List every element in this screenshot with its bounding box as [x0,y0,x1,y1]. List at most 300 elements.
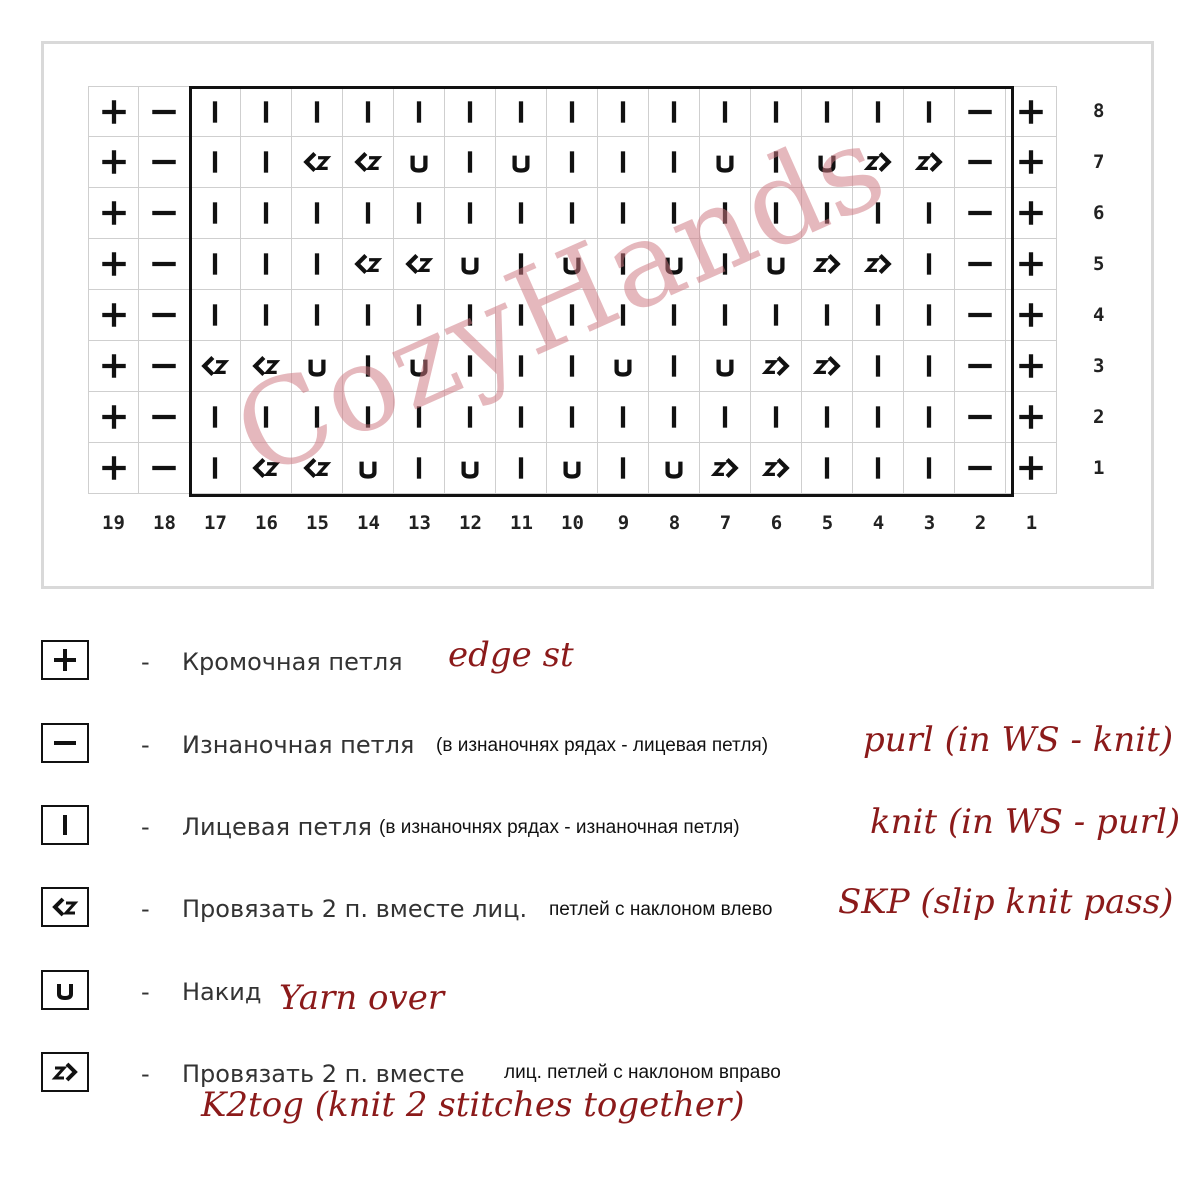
k2tog-stitch-icon [913,146,945,178]
stitch-cell [241,86,292,137]
stitch-cell [496,188,547,239]
yarn-over-icon [41,970,89,1010]
stitch-cell [853,86,904,137]
stitch-cell [343,86,394,137]
knit-stitch-icon [250,248,282,280]
knit-stitch-icon [301,299,333,331]
knit-stitch-icon [250,197,282,229]
k2tog-stitch-icon [862,248,894,280]
knit-stitch-icon [199,96,231,128]
edge-stitch-icon [98,96,130,128]
stitch-cell [547,239,598,290]
stitch-cell [88,341,139,392]
knit-stitch-icon [760,146,792,178]
stitch-cell [445,290,496,341]
knit-stitch-icon [913,401,945,433]
stitch-cell [88,443,139,494]
stitch-cell [904,86,955,137]
stitch-cell [139,137,190,188]
stitch-cell [88,188,139,239]
column-number: 9 [617,512,630,534]
stitch-cell [904,188,955,239]
knit-stitch-icon [913,350,945,382]
stitch-cell [343,290,394,341]
edge-stitch-icon [1015,96,1047,128]
stitch-cell [598,188,649,239]
stitch-cell [700,137,751,188]
purl-stitch-icon [148,299,180,331]
stitch-cell [955,443,1006,494]
stitch-cell [445,443,496,494]
stitch-cell [700,239,751,290]
yarn-over-icon [454,452,486,484]
row-number: 6 [1093,202,1105,224]
stitch-cell [904,239,955,290]
legend-en-label: SKP (slip knit pass) [838,882,1174,922]
stitch-cell [190,443,241,494]
purl-stitch-icon [50,728,80,758]
stitch-cell [139,239,190,290]
stitch-cell [547,443,598,494]
knit-stitch-icon [505,401,537,433]
knit-stitch-icon [913,299,945,331]
column-number: 6 [770,512,783,534]
stitch-cell [343,239,394,290]
knit-stitch-icon [454,146,486,178]
legend-dash: - [141,1060,150,1088]
stitch-cell [547,188,598,239]
stitch-cell [700,392,751,443]
skp-stitch-icon [199,350,231,382]
stitch-cell [649,341,700,392]
stitch-cell [292,239,343,290]
edge-stitch-icon [1015,350,1047,382]
skp-stitch-icon [41,887,89,927]
stitch-cell [700,290,751,341]
stitch-cell [649,86,700,137]
knit-stitch-icon [352,350,384,382]
stitch-cell [853,239,904,290]
legend-ru-label: Накид [182,978,262,1006]
stitch-cell [904,137,955,188]
yarn-over-icon [556,248,588,280]
stitch-cell [88,137,139,188]
stitch-cell [598,137,649,188]
stitch-cell [292,86,343,137]
purl-stitch-icon [964,248,996,280]
knit-stitch-icon [862,96,894,128]
knit-stitch-icon [505,452,537,484]
edge-stitch-icon [98,350,130,382]
stitch-cell [904,341,955,392]
stitch-cell [649,392,700,443]
legend-dash: - [141,978,150,1006]
knit-stitch-icon [760,299,792,331]
column-number: 4 [872,512,885,534]
stitch-cell [649,137,700,188]
stitch-cell [496,290,547,341]
knit-stitch-icon [862,197,894,229]
knit-stitch-icon [301,96,333,128]
stitch-cell [547,137,598,188]
stitch-cell [241,188,292,239]
yarn-over-icon [556,452,588,484]
stitch-cell [955,188,1006,239]
knit-stitch-icon [556,146,588,178]
stitch-cell [445,137,496,188]
legend-ru-note: петлей с наклоном влево [549,899,773,920]
stitch-cell [241,392,292,443]
knit-stitch-icon [454,299,486,331]
knit-stitch-icon [862,401,894,433]
knit-stitch-icon [556,96,588,128]
stitch-cell [802,137,853,188]
knit-stitch-icon [41,805,89,845]
stitch-cell [853,188,904,239]
knit-stitch-icon [505,248,537,280]
knit-stitch-icon [658,299,690,331]
legend-ru-note: лиц. петлей с наклоном вправо [504,1062,781,1083]
knit-stitch-icon [505,96,537,128]
stitch-cell [1006,86,1057,137]
knit-stitch-icon [913,96,945,128]
knit-stitch-icon [607,197,639,229]
stitch-cell [955,137,1006,188]
yarn-over-icon [658,452,690,484]
k2tog-stitch-icon [811,248,843,280]
stitch-cell [751,137,802,188]
column-number: 12 [459,512,482,534]
knit-stitch-icon [862,299,894,331]
stitch-cell [445,86,496,137]
edge-stitch-icon [1015,401,1047,433]
knit-stitch-icon [556,197,588,229]
stitch-cell [190,290,241,341]
knit-stitch-icon [709,299,741,331]
knit-stitch-icon [403,452,435,484]
stitch-cell [700,341,751,392]
knit-stitch-icon [505,197,537,229]
stitch-cell [1006,239,1057,290]
legend-dash: - [141,813,150,841]
knit-stitch-icon [50,810,80,840]
edge-stitch-icon [1015,146,1047,178]
knit-stitch-icon [454,197,486,229]
edge-stitch-icon [1015,299,1047,331]
knit-stitch-icon [199,299,231,331]
k2tog-stitch-icon [760,452,792,484]
stitch-cell [802,443,853,494]
stitch-cell [802,86,853,137]
stitch-cell [649,188,700,239]
stitch-cell [496,137,547,188]
stitch-cell [496,341,547,392]
stitch-cell [394,137,445,188]
stitch-cell [139,443,190,494]
purl-stitch-icon [964,146,996,178]
stitch-cell [955,86,1006,137]
stitch-cell [445,239,496,290]
knit-stitch-icon [505,350,537,382]
stitch-cell [343,188,394,239]
edge-stitch-icon [1015,197,1047,229]
knit-stitch-icon [607,146,639,178]
stitch-cell [547,392,598,443]
knit-stitch-icon [913,197,945,229]
skp-stitch-icon [50,892,80,922]
legend-ru-label: Изнаночная петля [182,731,415,759]
purl-stitch-icon [964,96,996,128]
stitch-cell [241,137,292,188]
stitch-cell [139,392,190,443]
knit-stitch-icon [760,197,792,229]
row-number: 3 [1093,355,1105,377]
stitch-cell [1006,341,1057,392]
knit-stitch-icon [556,299,588,331]
stitch-cell [802,239,853,290]
stitch-cell [394,86,445,137]
knit-stitch-icon [607,299,639,331]
knit-stitch-icon [658,350,690,382]
k2tog-stitch-icon [50,1057,80,1087]
stitch-cell [139,86,190,137]
knit-stitch-icon [658,96,690,128]
yarn-over-icon [454,248,486,280]
stitch-cell [241,290,292,341]
edge-stitch-icon [50,645,80,675]
knit-stitch-icon [301,401,333,433]
stitch-cell [751,239,802,290]
column-number: 18 [153,512,176,534]
knit-stitch-icon [811,401,843,433]
knit-stitch-icon [352,299,384,331]
stitch-cell [139,341,190,392]
stitch-cell [190,86,241,137]
stitch-cell [394,239,445,290]
yarn-over-icon [505,146,537,178]
row-number: 2 [1093,406,1105,428]
knit-stitch-icon [709,401,741,433]
stitch-cell [547,341,598,392]
knit-stitch-icon [454,350,486,382]
knit-stitch-icon [607,248,639,280]
knit-stitch-icon [505,299,537,331]
stitch-cell [904,443,955,494]
purl-stitch-icon [148,146,180,178]
legend-en-label: Yarn over [279,978,445,1018]
knit-stitch-icon [352,197,384,229]
stitch-cell [445,341,496,392]
knit-stitch-icon [199,452,231,484]
edge-stitch-icon [1015,248,1047,280]
stitch-cell [292,392,343,443]
k2tog-stitch-icon [811,350,843,382]
purl-stitch-icon [148,401,180,433]
knit-stitch-icon [556,401,588,433]
stitch-cell [292,341,343,392]
yarn-over-icon [607,350,639,382]
stitch-cell [88,86,139,137]
stitch-cell [598,341,649,392]
stitch-cell [598,239,649,290]
stitch-cell [751,392,802,443]
stitch-cell [904,392,955,443]
stitch-cell [292,443,343,494]
knit-stitch-icon [607,452,639,484]
yarn-over-icon [811,146,843,178]
edge-stitch-icon [98,401,130,433]
skp-stitch-icon [250,350,282,382]
legend-ru-label: Провязать 2 п. вместе [182,1060,465,1088]
stitch-cell [241,341,292,392]
legend-en-label: edge st [448,635,574,675]
knit-stitch-icon [403,197,435,229]
skp-stitch-icon [352,248,384,280]
stitch-cell [1006,392,1057,443]
stitch-cell [190,188,241,239]
stitch-cell [496,239,547,290]
row-number: 1 [1093,457,1105,479]
stitch-cell [1006,188,1057,239]
edge-stitch-icon [98,452,130,484]
stitch-cell [190,239,241,290]
stitch-cell [751,86,802,137]
k2tog-stitch-icon [709,452,741,484]
knit-stitch-icon [352,96,384,128]
knit-stitch-icon [250,96,282,128]
purl-stitch-icon [964,197,996,229]
yarn-over-icon [403,350,435,382]
edge-stitch-icon [41,640,89,680]
purl-stitch-icon [148,248,180,280]
stitch-grid [88,86,1057,494]
edge-stitch-icon [98,146,130,178]
stitch-cell [139,290,190,341]
knit-stitch-icon [403,401,435,433]
stitch-cell [649,239,700,290]
k2tog-stitch-icon [760,350,792,382]
legend-en-label: K2tog (knit 2 stitches together) [201,1085,745,1125]
stitch-cell [700,86,751,137]
knit-stitch-icon [199,401,231,433]
yarn-over-icon [403,146,435,178]
stitch-cell [88,239,139,290]
legend-ru-note: (в изнаночнях рядах - лицевая петля) [436,735,769,756]
stitch-cell [853,443,904,494]
knit-stitch-icon [811,452,843,484]
purl-stitch-icon [964,299,996,331]
stitch-cell [802,341,853,392]
knit-stitch-icon [913,452,945,484]
knit-stitch-icon [709,197,741,229]
row-number: 7 [1093,151,1105,173]
legend-en-label: purl (in WS - knit) [863,720,1174,760]
stitch-cell [751,188,802,239]
stitch-cell [853,137,904,188]
purl-stitch-icon [148,96,180,128]
knit-stitch-icon [913,248,945,280]
knit-stitch-icon [607,401,639,433]
stitch-cell [955,392,1006,443]
row-number: 4 [1093,304,1105,326]
knit-stitch-icon [250,146,282,178]
stitch-cell [445,188,496,239]
stitch-cell [700,443,751,494]
stitch-cell [88,290,139,341]
column-number: 5 [821,512,834,534]
stitch-cell [751,290,802,341]
column-number: 19 [102,512,125,534]
knit-stitch-icon [454,96,486,128]
column-number: 11 [510,512,533,534]
knit-stitch-icon [250,401,282,433]
k2tog-stitch-icon [41,1052,89,1092]
skp-stitch-icon [301,452,333,484]
knit-stitch-icon [760,96,792,128]
stitch-cell [394,341,445,392]
row-number: 5 [1093,253,1105,275]
yarn-over-icon [658,248,690,280]
knit-stitch-icon [301,197,333,229]
knit-stitch-icon [556,350,588,382]
stitch-cell [802,392,853,443]
stitch-cell [343,341,394,392]
stitch-cell [292,188,343,239]
knit-stitch-icon [352,401,384,433]
knit-stitch-icon [301,248,333,280]
column-number: 16 [255,512,278,534]
edge-stitch-icon [98,299,130,331]
stitch-cell [955,239,1006,290]
purl-stitch-icon [148,197,180,229]
stitch-cell [394,392,445,443]
stitch-cell [853,341,904,392]
knit-stitch-icon [199,146,231,178]
yarn-over-icon [760,248,792,280]
knit-stitch-icon [658,146,690,178]
stitch-cell [904,290,955,341]
knit-stitch-icon [199,197,231,229]
knit-stitch-icon [811,299,843,331]
stitch-cell [190,392,241,443]
legend-dash: - [141,895,150,923]
knit-stitch-icon [862,350,894,382]
legend-dash: - [141,648,150,676]
column-number: 14 [357,512,380,534]
purl-stitch-icon [148,452,180,484]
stitch-cell [139,188,190,239]
knit-stitch-icon [709,248,741,280]
yarn-over-icon [709,350,741,382]
stitch-cell [1006,137,1057,188]
knit-stitch-icon [199,248,231,280]
yarn-over-icon [50,975,80,1005]
stitch-cell [649,290,700,341]
skp-stitch-icon [352,146,384,178]
stitch-cell [547,86,598,137]
stitch-cell [649,443,700,494]
knit-stitch-icon [250,299,282,331]
stitch-cell [445,392,496,443]
purl-stitch-icon [964,350,996,382]
stitch-cell [88,392,139,443]
column-number: 2 [974,512,987,534]
edge-stitch-icon [1015,452,1047,484]
legend-dash: - [141,731,150,759]
knit-stitch-icon [811,96,843,128]
stitch-cell [598,443,649,494]
knit-stitch-icon [709,96,741,128]
